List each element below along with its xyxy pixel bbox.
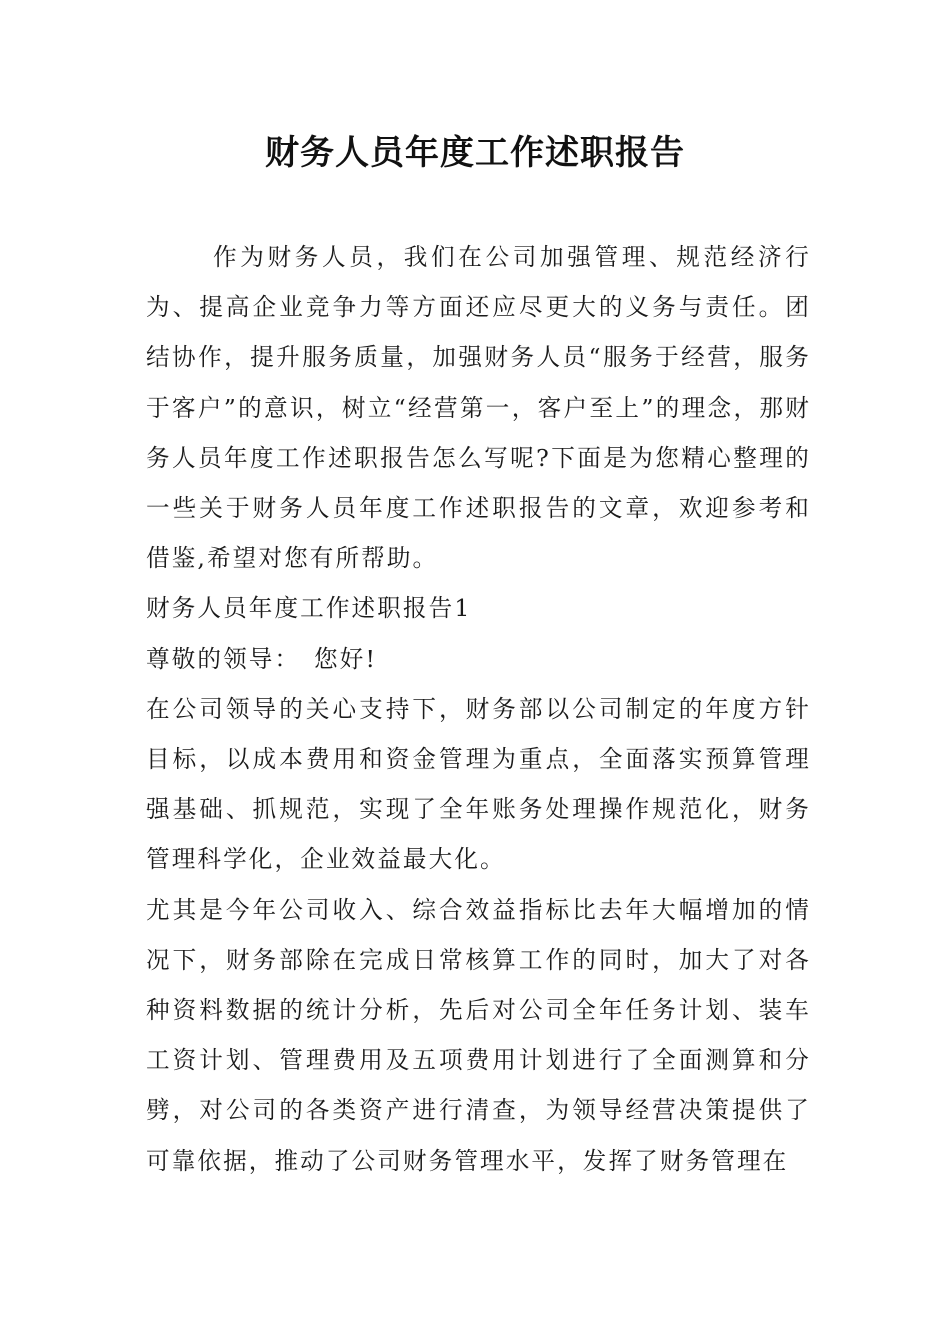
body-paragraph: 尤其是今年公司收入、综合效益指标比去年大幅增加的情况下，财务部除在完成日常核算工作的同时，加大了对各种资料数据的统计分析，先后对公司全年任务计划、装车工资计划、管理费用及五项费用计划进行了全面测算和分劈，对公司的各类资产进行清查，为领导经营决策提供了可靠依据，推动了公司财务管理水平，发挥了财务管理在 — [146, 895, 811, 1175]
section-heading: 财务人员年度工作述职报告1 — [146, 594, 472, 623]
salutation: 尊敬的领导： 您好! — [146, 644, 378, 673]
document-title: 财务人员年度工作述职报告 — [265, 133, 685, 173]
intro-paragraph: 作为财务人员，我们在公司加强管理、规范经济行为、提高企业竞争力等方面还应尽更大的义务与责任。团结协作，提升服务质量，加强财务人员“服务于经营，服务于客户”的意识，树立“经营第一，客户至上”的理念，那财务人员年度工作述职报告怎么写呢?下面是为您精心整理的一些关于财务人员年度工作述职报告的文章，欢迎参考和借鉴,希望对您有所帮助。 — [146, 243, 811, 573]
document-body — [146, 232, 811, 1186]
body-paragraph: 在公司领导的关心支持下，财务部以公司制定的年度方针目标，以成本费用和资金管理为重点，全面落实预算管理强基础、抓规范，实现了全年账务处理操作规范化，财务管理科学化，企业效益最大化。 — [146, 694, 811, 874]
